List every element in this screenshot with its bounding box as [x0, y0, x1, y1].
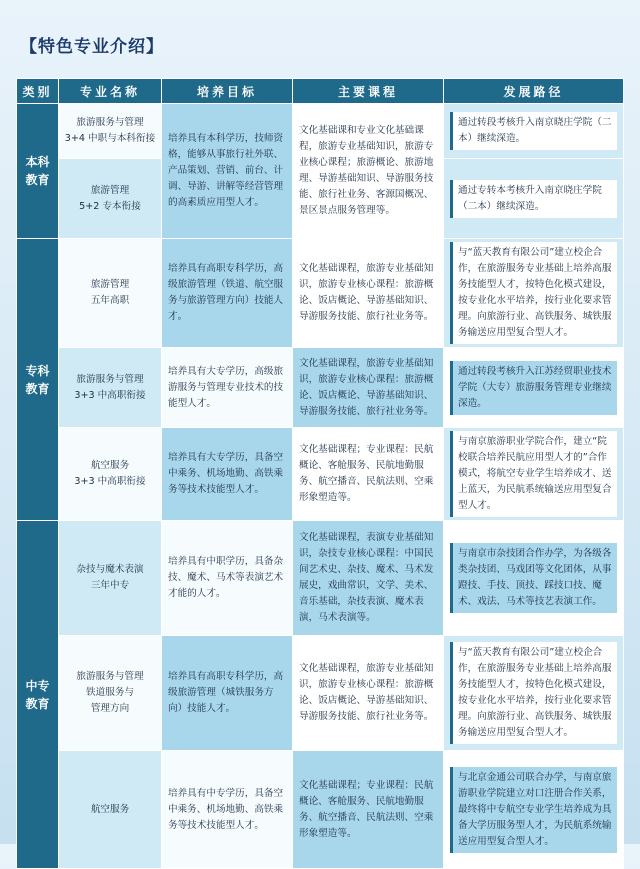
- major-cell: 旅游服务与管理 3+3 中高职衔接: [59, 348, 162, 428]
- header-major: 专业名称: [59, 79, 162, 104]
- table-row: [17, 239, 624, 348]
- goal-cell: 培养具有本科学历，技师资格，能够从事旅行社外联、产品策划、营销、前台、计调、导游、讲解等经营管理的高素质应用型人才。: [162, 104, 293, 239]
- courses-cell: 文化基础课程；专业课程：民航概论、客舱服务、民航地勤服务、航空播音、民航法则、空乘形象塑造等。: [293, 751, 444, 869]
- goal-cell: 培养具有大专学历，高级旅游服务与管理专业技术的技能型人才。: [162, 348, 293, 428]
- table-header-row: [17, 79, 624, 104]
- path-cell: 与“蓝天教育有限公司”建立校企合作，在旅游服务专业基础上培养高服务技能型人才，按特色化模式建设，按专业化水平培养，按行业化要求管理。向旅游行业、高铁服务、城铁服务输送应用型复合型人才。: [444, 239, 624, 348]
- courses-cell: 文化基础课程，旅游专业基础知识，旅游专业核心课程：旅游概论、饭店概论、导游基础知识、导游服务技能、旅行社业务等。: [293, 636, 444, 751]
- table-row: [17, 348, 624, 428]
- major-cell: 旅游管理 五年高职: [59, 239, 162, 348]
- page-title: 【特色专业介绍】: [20, 37, 164, 57]
- major-cell: 航空服务: [59, 751, 162, 869]
- goal-cell: 培养具有中专学历，具备空中乘务、机场地勤、高铁乘务等技术技能型人才。: [162, 751, 293, 869]
- category-college: 专科 教育: [17, 239, 59, 521]
- path-cell: 与南京旅游职业学院合作，建立“院校联合培养民航应用型人才的”合作模式，将航空专业学生培养成才、送上蓝天，为民航系统输送应用型复合型人才。: [444, 428, 624, 521]
- path-cell: 通过转段考核升入南京晓庄学院（二本）继续深造。: [444, 104, 624, 159]
- category-secondary: 中专 教育: [17, 521, 59, 869]
- major-cell: 旅游服务与管理 3+4 中职与本科衔接: [59, 104, 162, 159]
- path-cell: 与南京市杂技团合作办学，为各级各类杂技团、马戏团等文化团体，从事蹬技、手技、顶技、踩技口技、魔术、戏法、马术等技艺表演工作。: [444, 521, 624, 636]
- major-cell: 旅游管理 5+2 专本衔接: [59, 159, 162, 239]
- table-row: [17, 104, 624, 159]
- courses-cell: 文化基础课程；专业课程：民航概论、客舱服务、民航地勤服务、航空播音、民航法则、空乘形象塑造等。: [293, 428, 444, 521]
- goal-cell: 培养具有大专学历，具备空中乘务、机场地勤、高铁乘务等技术技能型人才。: [162, 428, 293, 521]
- path-cell: 与“蓝天教育有限公司”建立校企合作，在旅游服务专业基础上培养高服务技能型人才，按特色化模式建设，按专业化水平培养，按行业化要求管理。向旅游行业、高铁服务、城铁服务输送应用型复合型人才。: [444, 636, 624, 751]
- path-cell: 通过专转本考核升入南京晓庄学院（二本）继续深造。: [444, 159, 624, 239]
- table-row: [17, 751, 624, 869]
- program-table-container: [16, 78, 623, 847]
- goal-cell: 培养具有中职学历，具备杂技、魔术、马术等表演艺术才能的人才。: [162, 521, 293, 636]
- courses-cell: 文化基础课程，旅游专业基础知识，旅游专业核心课程：旅游概论、饭店概论、导游基础知识、导游服务技能、旅行社业务等。: [293, 348, 444, 428]
- major-cell: 旅游服务与管理 铁道服务与 管理方向: [59, 636, 162, 751]
- header-courses: 主要课程: [293, 79, 444, 104]
- program-table: [16, 78, 624, 869]
- path-cell: 与北京金通公司联合办学，与南京旅游职业学院建立对口注册合作关系，最终将中专航空专业学生培养成为具备大学历服务型人才，为民航系统输送应用型复合型人才。: [444, 751, 624, 869]
- header-category: 类别: [17, 79, 59, 104]
- table-row: [17, 521, 624, 636]
- courses-cell: 文化基础课程，旅游专业基础知识，旅游专业核心课程：旅游概论、饭店概论、导游基础知识、导游服务技能、旅行社业务等。: [293, 239, 444, 348]
- table-row: [17, 636, 624, 751]
- courses-cell: 文化基础课程，表演专业基础知识，杂技专业核心课程：中国民间艺术史、杂技、魔术、马术发展史，戏曲常识，文学、美术、音乐基础，杂技表演、魔术表演，马术表演等。: [293, 521, 444, 636]
- goal-cell: 培养具有高职专科学历，高级旅游管理（铁道、航空服务与旅游管理方向）技能人才。: [162, 239, 293, 348]
- path-cell: 通过转段考核升入江苏经贸职业技术学院（大专）旅游服务管理专业继续深造。: [444, 348, 624, 428]
- major-cell: 杂技与魔术表演 三年中专: [59, 521, 162, 636]
- courses-cell: 文化基础课和专业文化基础课程，旅游专业基础知识，旅游专业核心课程；旅游概论、旅游地理、导游基础知识、导游服务技能、旅行社业务、客源国概况、景区景点服务管理等。: [293, 104, 444, 239]
- major-cell: 航空服务 3+3 中高职衔接: [59, 428, 162, 521]
- category-undergraduate: 本科 教育: [17, 104, 59, 239]
- goal-cell: 培养具有高职专科学历，高级旅游管理（城铁服务方向）技能人才。: [162, 636, 293, 751]
- table-row: [17, 428, 624, 521]
- header-goal: 培养目标: [162, 79, 293, 104]
- header-path: 发展路径: [444, 79, 624, 104]
